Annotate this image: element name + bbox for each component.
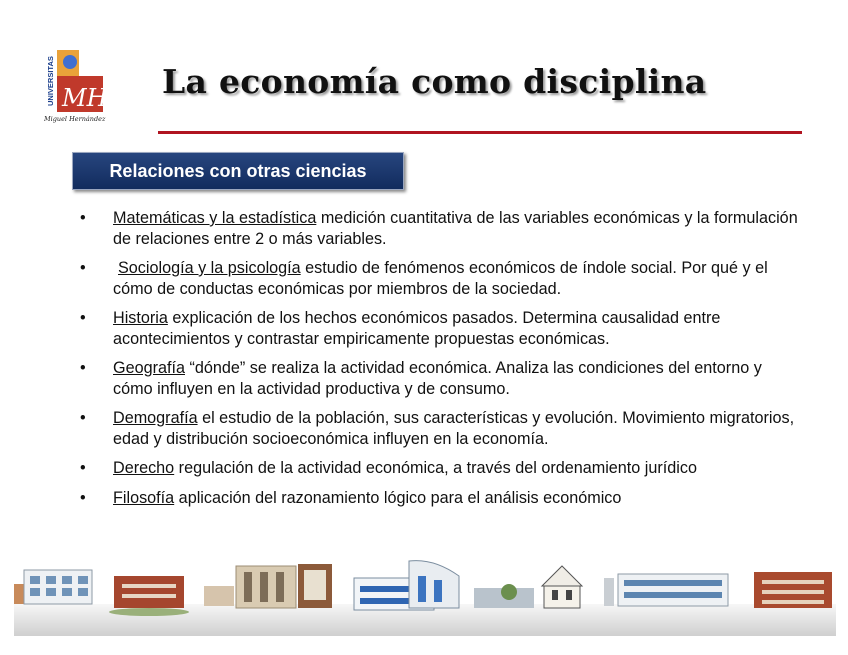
item-term: Geografía [113, 359, 185, 377]
bullet-icon: • [80, 409, 86, 427]
bullet-icon: • [80, 359, 86, 377]
bullet-icon: • [80, 488, 86, 507]
item-text: regulación de la actividad económica, a través del ordenamiento jurídico [174, 459, 697, 477]
logo-universitas-text: UNIVERSITAS [46, 56, 55, 106]
item-term: Filosofía [113, 488, 175, 507]
item-term: Historia [113, 309, 168, 327]
logo-globe-icon [63, 55, 77, 69]
list-item [80, 458, 800, 479]
item-text: el estudio de la población, sus características y evolución. Movimiento migratorios, edad y distribución socioeconómica influyen en la economía. [113, 409, 795, 448]
item-text: “dónde” se realiza la actividad económica. Analiza las condiciones del entorno y cómo influyen en la actividad productiva y de consumo. [113, 359, 762, 398]
section-heading [72, 152, 404, 190]
item-term: Sociología y la psicología [118, 259, 301, 277]
bullet-list [80, 208, 800, 517]
item-term: Derecho [113, 459, 175, 477]
list-item [80, 408, 800, 449]
bullet-icon: • [80, 459, 86, 477]
bullet-icon: • [80, 259, 86, 277]
list-item [80, 208, 800, 249]
bullet-icon: • [80, 209, 86, 227]
list-item [80, 488, 800, 509]
university-logo [44, 44, 116, 124]
section-heading-label: Relaciones con otras ciencias [109, 160, 367, 181]
campus-buildings-illustration [14, 556, 836, 636]
list-item [80, 308, 800, 349]
list-item [80, 358, 800, 399]
bullet-icon: • [80, 309, 86, 327]
logo-monogram: MH [62, 84, 108, 112]
item-term: Demografía [113, 409, 198, 427]
title-divider [158, 131, 802, 134]
item-term: Matemáticas y la estadística [113, 209, 317, 227]
logo-caption: Miguel Hernández [44, 115, 106, 123]
item-text: aplicación del razonamiento lógico para el análisis económico [174, 488, 622, 507]
item-text: medición cuantitativa de las variables económicas y la formulación de relaciones entre 2 o más variables. [113, 209, 798, 248]
item-text: explicación de los hechos económicos pasados. Determina causalidad entre acontecimientos y contrastar empiricamente propuestas económicas. [113, 309, 721, 348]
item-text: estudio de fenómenos económicos de índole social. Por qué y el cómo de conductas económicas por miembros de la sociedad. [113, 259, 768, 298]
list-item [80, 258, 800, 299]
page-title: La economía como disciplina [162, 62, 707, 101]
